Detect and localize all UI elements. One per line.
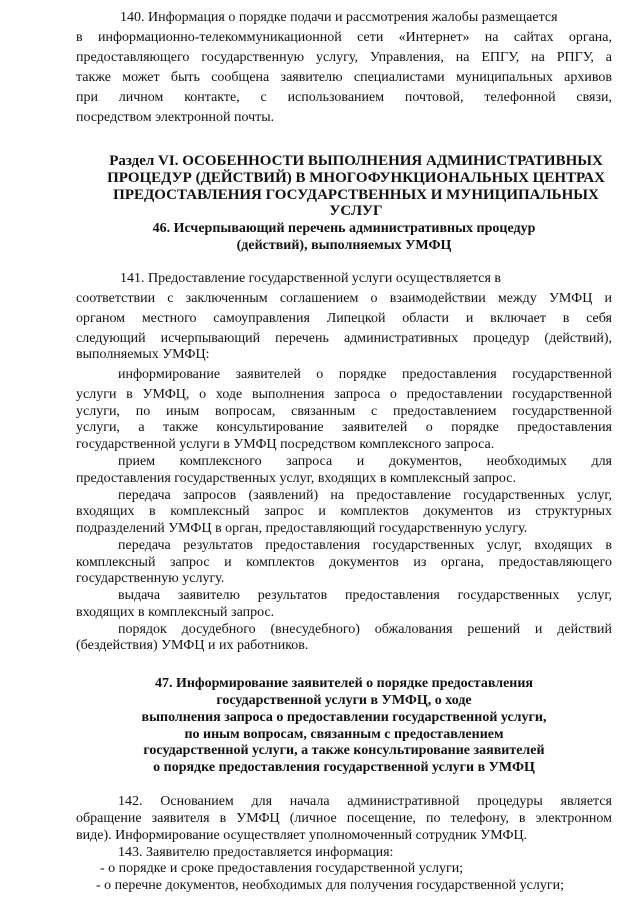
text-line: услуги, по иным вопросам, связанным с предоставлением государственной [76, 404, 612, 419]
text-line: государственную услугу. [76, 571, 225, 586]
text-line: выполняемых УМФЦ: [76, 347, 210, 362]
text-line: следующий исчерпывающий перечень административных процедур (действий), [76, 331, 612, 346]
text-line: предоставляющего государственную услугу, Управления, на ЕПГУ, на РПГУ, а [76, 50, 612, 65]
heading-line: государственной услуги в УМФЦ, о ходе [216, 693, 472, 708]
text-line: предоставления государственных услуг, входящих в комплексный запрос. [76, 471, 516, 486]
text-line: услуги, а также консультирование заявителей о порядке предоставления [76, 420, 612, 435]
heading-line: выполнения запроса о предоставлении государственной услуги, [141, 710, 547, 725]
text-line: 141. Предоставление государственной услуги осуществляется в [120, 271, 502, 286]
list-item: прием комплексного запроса и документов, необходимых для [118, 454, 612, 469]
list-item: - о перечне документов, необходимых для получения государственной услуги; [96, 878, 564, 893]
text-line: также может быть сообщена заявителю специалистами муниципальных архивов [76, 70, 612, 85]
text-line: подразделений УМФЦ в орган, предоставляющий государственную услугу. [76, 521, 528, 536]
text-line: соответствии с заключенным соглашением о взаимодействии между УМФЦ и [76, 291, 612, 306]
text-line: 143. Заявителю предоставляется информация: [118, 845, 394, 860]
text-line: в информационно-телекоммуникационной сети «Интернет» на сайтах органа, [76, 30, 612, 45]
text-line: органом местного самоуправления Липецкой области и включает в себя [76, 311, 612, 326]
list-item: передача запросов (заявлений) на предоставление государственных услуг, [118, 488, 612, 503]
heading-line: (действий), выполняемых УМФЦ [236, 238, 452, 253]
heading-line: Раздел VI. ОСОБЕННОСТИ ВЫПОЛНЕНИЯ АДМИНИСТРАТИВНЫХ [109, 153, 603, 169]
heading-line: государственной услуги, а также консультирование заявителей [143, 743, 545, 758]
text-line: входящих в комплексный запрос и комплектов документов из структурных [76, 504, 612, 519]
text-line: 140. Информация о порядке подачи и рассмотрения жалобы размещается [120, 10, 558, 25]
heading-line: о порядке предоставления государственной услуги в УМФЦ [153, 760, 535, 775]
heading-line: УСЛУГ [329, 203, 383, 219]
list-item: порядок досудебного (внесудебного) обжалования решений и действий [118, 622, 612, 637]
text-line: 142. Основанием для начала административной процедуры является [118, 794, 612, 809]
list-item: передача результатов предоставления государственных услуг, входящих в [118, 538, 612, 553]
heading-line: по иным вопросам, связанным с предоставлением [184, 727, 504, 742]
heading-line: 47. Информирование заявителей о порядке предоставления [154, 676, 534, 691]
list-item: - о порядке и сроке предоставления государственной услуги; [100, 861, 464, 876]
heading-line: ПРЕДОСТАВЛЕНИЯ ГОСУДАРСТВЕННЫХ И МУНИЦИПАЛЬНЫХ [113, 187, 599, 203]
text-line: (бездействия) УМФЦ и их работников. [76, 638, 309, 653]
text-line: виде). Информирование осуществляет уполномоченный сотрудник УМФЦ. [76, 828, 528, 843]
text-line: посредством электронной почты. [76, 110, 275, 125]
text-line: при личном контакте, с использованием почтовой, телефонной связи, [76, 90, 612, 105]
list-item: информирование заявителей о порядке предоставления государственной [118, 367, 612, 382]
text-line: государственной услуги в УМФЦ посредством комплексного запроса. [76, 437, 495, 452]
list-item: выдача заявителю результатов предоставления государственных услуг, [118, 588, 612, 603]
text-line: входящих в комплексный запрос. [76, 605, 275, 620]
heading-line: ПРОЦЕДУР (ДЕЙСТВИЙ) В МНОГОФУНКЦИОНАЛЬНЫХ ЦЕНТРАХ [107, 170, 605, 186]
text-line: комплексный запрос и комплектов документов из органа, предоставляющего [76, 555, 612, 570]
heading-line: 46. Исчерпывающий перечень административных процедур [152, 221, 536, 236]
text-line: услуги в УМФЦ, о ходе выполнения запроса о предоставлении государственной [76, 387, 612, 402]
text-line: обращение заявителя в УМФЦ (личное посещение, по телефону, в электронном [76, 811, 612, 826]
